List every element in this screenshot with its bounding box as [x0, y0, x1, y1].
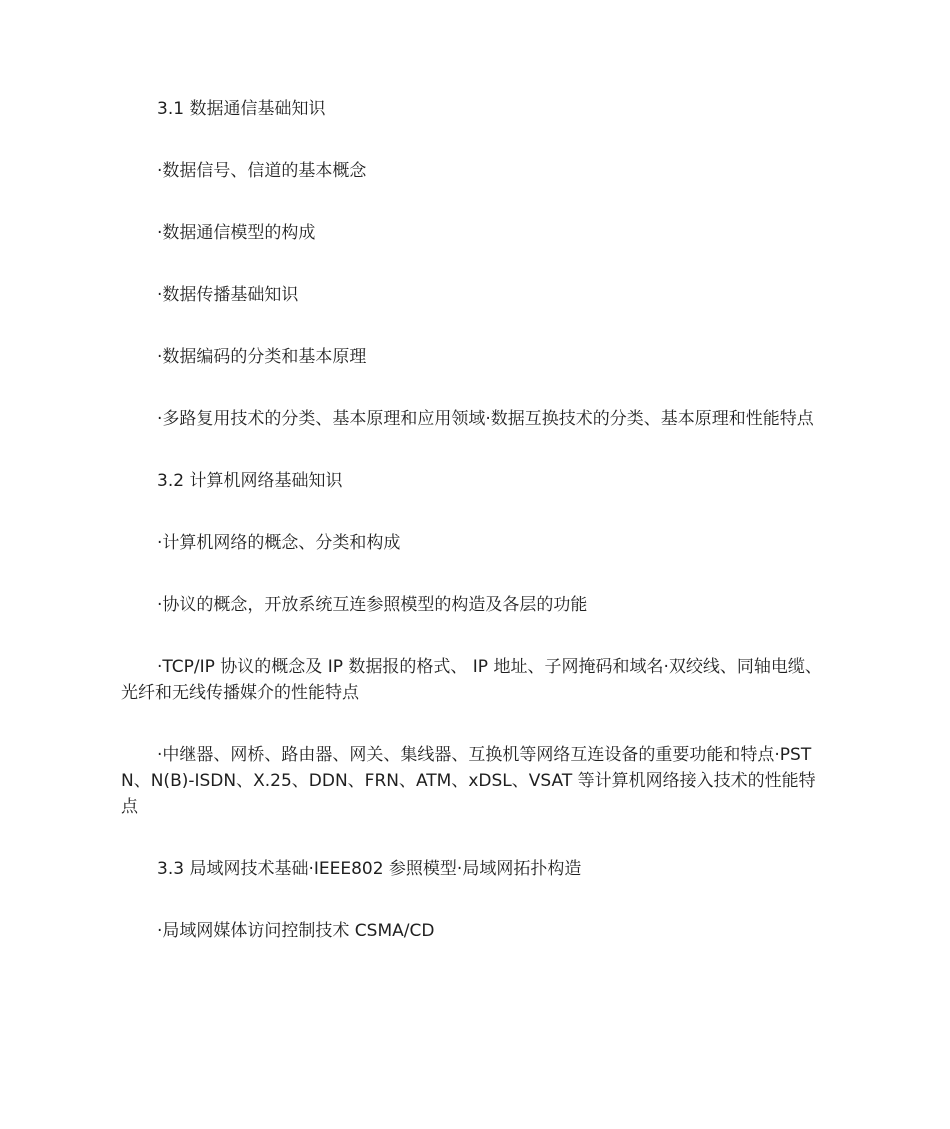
bullet-item: ·中继器、网桥、路由器、网关、集线器、互换机等网络互连设备的重要功能和特点·PSTN、N(B)-ISDN、X.25、DDN、FRN、ATM、xDSL、VSAT 等计算机网络接入技术的性能特点 — [121, 745, 816, 817]
bullet-item: ·局域网媒体访问控制技术 CSMA/CD — [157, 921, 435, 941]
section-heading-3-1: 3.1 数据通信基础知识 — [157, 99, 326, 119]
bullet-item: ·TCP/IP 协议的概念及 IP 数据报的格式、 IP 地址、子网掩码和域名·双绞线、同轴电缆、光纤和无线传播媒介的性能特点 — [121, 657, 822, 703]
bullet-item: ·数据编码的分类和基本原理 — [157, 347, 367, 367]
document-body — [121, 96, 831, 980]
section-heading-3-2: 3.2 计算机网络基础知识 — [157, 471, 343, 491]
bullet-item: ·计算机网络的概念、分类和构成 — [157, 533, 401, 553]
bullet-item: ·协议的概念，开放系统互连参照模型的构造及各层的功能 — [157, 595, 588, 615]
bullet-item: ·数据信号、信道的基本概念 — [157, 161, 367, 181]
bullet-item: ·数据传播基础知识 — [157, 285, 299, 305]
section-heading-3-3: 3.3 局域网技术基础·IEEE802 参照模型·局域网拓扑构造 — [157, 859, 582, 879]
bullet-item: ·数据通信模型的构成 — [157, 223, 316, 243]
bullet-item: ·多路复用技术的分类、基本原理和应用领域·数据互换技术的分类、基本原理和性能特点 — [157, 409, 814, 429]
